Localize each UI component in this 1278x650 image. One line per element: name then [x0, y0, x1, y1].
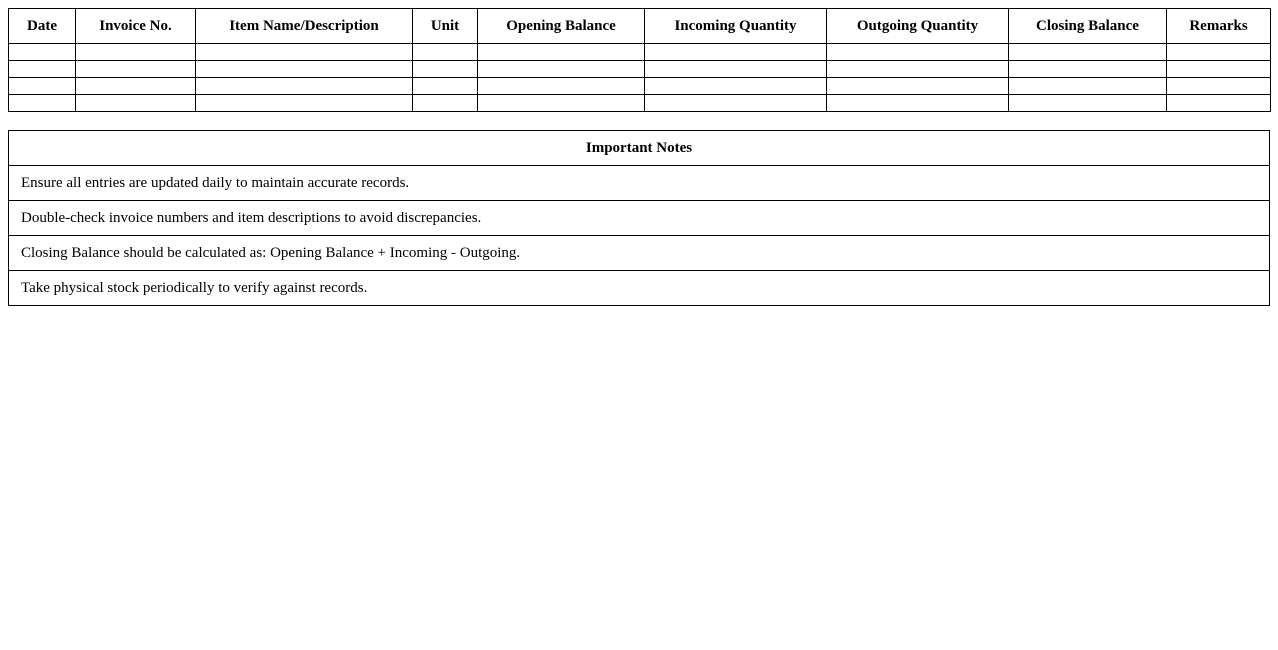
- column-header-opening-balance: Opening Balance: [478, 9, 645, 44]
- table-cell[interactable]: [1009, 61, 1167, 78]
- table-cell[interactable]: [645, 78, 827, 95]
- column-header-incoming-quantity: Incoming Quantity: [645, 9, 827, 44]
- table-cell[interactable]: [196, 78, 413, 95]
- table-header-row: [9, 9, 1271, 44]
- table-cell[interactable]: [645, 61, 827, 78]
- table-row: [9, 44, 1271, 61]
- table-cell[interactable]: [9, 78, 76, 95]
- table-cell[interactable]: [1167, 78, 1271, 95]
- table-cell[interactable]: [478, 44, 645, 61]
- table-cell[interactable]: [645, 44, 827, 61]
- note-row: [9, 201, 1270, 236]
- column-header-outgoing-quantity: Outgoing Quantity: [827, 9, 1009, 44]
- table-cell[interactable]: [1009, 44, 1167, 61]
- table-row: [9, 95, 1271, 112]
- note-item: Take physical stock periodically to verify against records.: [9, 271, 1270, 306]
- table-row: [9, 61, 1271, 78]
- table-cell[interactable]: [196, 44, 413, 61]
- table-cell[interactable]: [478, 61, 645, 78]
- table-row: [9, 78, 1271, 95]
- notes-title: Important Notes: [9, 131, 1270, 166]
- notes-header-row: [9, 131, 1270, 166]
- table-cell[interactable]: [1167, 44, 1271, 61]
- table-cell[interactable]: [827, 61, 1009, 78]
- table-cell[interactable]: [413, 61, 478, 78]
- column-header-invoice-no: Invoice No.: [76, 9, 196, 44]
- table-cell[interactable]: [478, 78, 645, 95]
- table-cell[interactable]: [827, 95, 1009, 112]
- table-cell[interactable]: [76, 44, 196, 61]
- table-cell[interactable]: [413, 44, 478, 61]
- table-cell[interactable]: [196, 61, 413, 78]
- table-cell[interactable]: [9, 44, 76, 61]
- table-cell[interactable]: [827, 78, 1009, 95]
- table-cell[interactable]: [1009, 95, 1167, 112]
- note-row: [9, 166, 1270, 201]
- table-cell[interactable]: [9, 95, 76, 112]
- column-header-date: Date: [9, 9, 76, 44]
- inventory-table: [8, 8, 1271, 112]
- table-cell[interactable]: [413, 95, 478, 112]
- table-cell[interactable]: [9, 61, 76, 78]
- table-cell[interactable]: [76, 95, 196, 112]
- column-header-item-description: Item Name/Description: [196, 9, 413, 44]
- note-row: [9, 271, 1270, 306]
- note-item: Closing Balance should be calculated as: Opening Balance + Incoming - Outgoing.: [9, 236, 1270, 271]
- note-row: [9, 236, 1270, 271]
- table-cell[interactable]: [1167, 95, 1271, 112]
- note-item: Ensure all entries are updated daily to maintain accurate records.: [9, 166, 1270, 201]
- column-header-unit: Unit: [413, 9, 478, 44]
- note-item: Double-check invoice numbers and item descriptions to avoid discrepancies.: [9, 201, 1270, 236]
- table-cell[interactable]: [645, 95, 827, 112]
- table-cell[interactable]: [76, 61, 196, 78]
- table-cell[interactable]: [827, 44, 1009, 61]
- notes-table: [8, 130, 1270, 306]
- table-cell[interactable]: [196, 95, 413, 112]
- table-cell[interactable]: [413, 78, 478, 95]
- table-cell[interactable]: [1167, 61, 1271, 78]
- table-cell[interactable]: [1009, 78, 1167, 95]
- table-cell[interactable]: [76, 78, 196, 95]
- column-header-closing-balance: Closing Balance: [1009, 9, 1167, 44]
- table-cell[interactable]: [478, 95, 645, 112]
- column-header-remarks: Remarks: [1167, 9, 1271, 44]
